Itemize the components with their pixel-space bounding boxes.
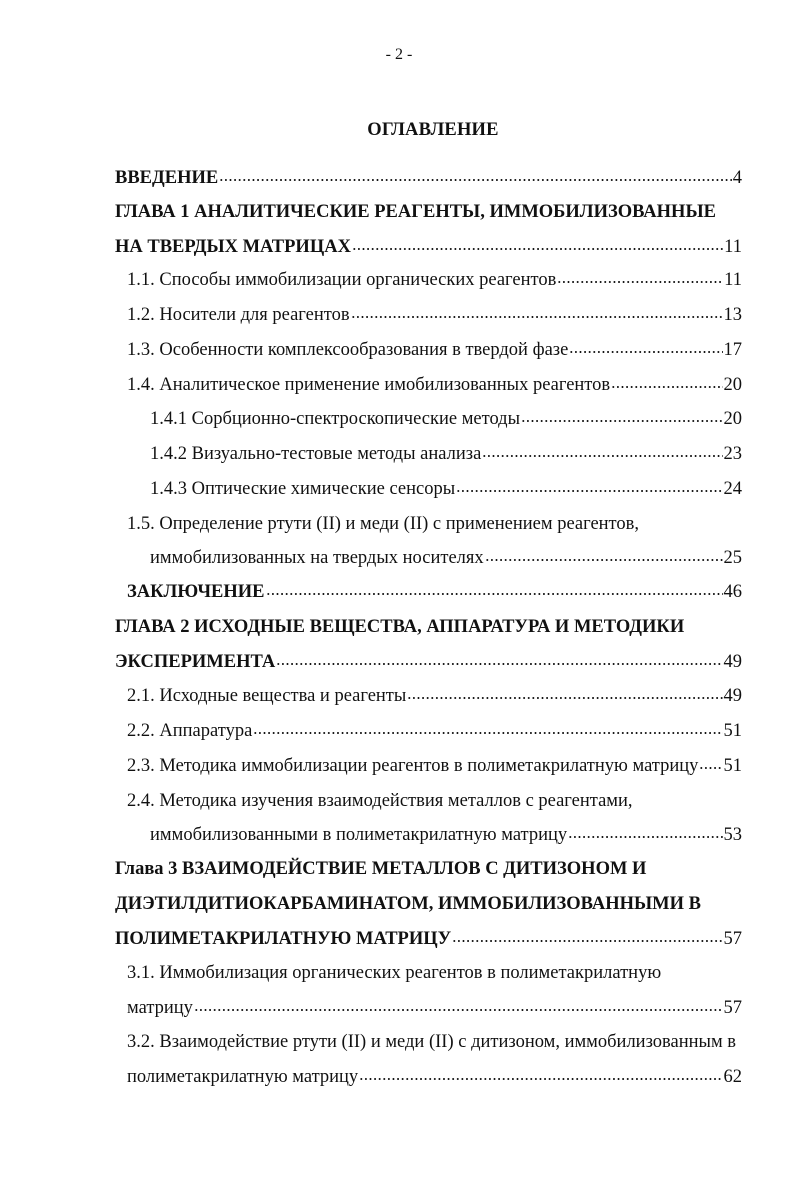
toc-entry-chapter-1-line-1[interactable] — [115, 200, 716, 224]
toc-entry-page: 53 — [723, 825, 742, 845]
toc-entry-text: иммобилизованными в полиметакрилатную матрицу — [150, 825, 568, 845]
toc-entry-text: ГЛАВА 2 ИСХОДНЫЕ ВЕЩЕСТВА, АППАРАТУРА И МЕТОДИКИ — [115, 617, 685, 637]
toc-entry-page: 46 — [723, 582, 742, 602]
toc-entry-chapter-2-line-1[interactable] — [115, 615, 684, 639]
toc-entry-1-2[interactable] — [127, 303, 742, 327]
dot-leader — [485, 558, 723, 562]
toc-entry-1-4-2[interactable] — [150, 442, 742, 466]
dot-leader — [521, 419, 722, 423]
toc-entry-page: 25 — [723, 548, 742, 568]
toc-entry-text: 3.1. Иммобилизация органических реагентов в полиметакрилатную — [127, 963, 662, 983]
toc-entry-text: 1.4.3 Оптические химические сенсоры — [150, 479, 456, 499]
dot-leader — [569, 350, 722, 354]
page-number: - 2 - — [385, 46, 413, 63]
toc-entry-page: 49 — [723, 652, 742, 672]
toc-entry-chapter-3-line-1[interactable] — [115, 857, 646, 881]
toc-entry-1-5[interactable] — [150, 546, 742, 570]
dot-leader — [351, 315, 723, 319]
toc-entry-2-1[interactable] — [127, 684, 742, 708]
toc-entry-text: 2.3. Методика иммобилизации реагентов в полиметакрилатную матрицу — [127, 756, 699, 776]
toc-entry-text: ГЛАВА 1 АНАЛИТИЧЕСКИЕ РЕАГЕНТЫ, ИММОБИЛИЗОВАННЫЕ — [115, 202, 716, 222]
dot-leader — [568, 835, 722, 839]
toc-entry-text: Глава 3 ВЗАИМОДЕЙСТВИЕ МЕТАЛЛОВ С ДИТИЗОНОМ И — [115, 859, 647, 879]
toc-entry-text: НА ТВЕРДЫХ МАТРИЦАХ — [115, 237, 351, 257]
dot-leader — [557, 280, 723, 284]
dot-leader — [266, 592, 723, 596]
toc-entry-text: 2.2. Аппаратура — [127, 721, 253, 741]
toc-entry-chapter-2[interactable] — [115, 650, 742, 674]
toc-entry-2-4[interactable] — [150, 823, 742, 847]
toc-entry-text: полиметакрилатную матрицу — [127, 1067, 359, 1087]
dot-leader — [611, 385, 722, 389]
toc-entry-chapter-1[interactable] — [115, 235, 742, 259]
dot-leader — [407, 696, 722, 700]
dot-leader — [482, 454, 722, 458]
toc-entry-page: 23 — [723, 444, 742, 464]
toc-entry-text: 1.5. Определение ртути (II) и меди (II) с применением реагентов, — [127, 514, 640, 534]
toc-entry-text: 1.4. Аналитическое применение имобилизованных реагентов — [127, 375, 611, 395]
toc-entry-introduction[interactable] — [115, 166, 742, 190]
toc-entry-2-2[interactable] — [127, 719, 742, 743]
toc-entry-text: матрицу — [127, 998, 193, 1018]
toc-entry-text: 3.2. Взаимодействие ртути (II) и меди (II) с дитизоном, иммобилизованным в — [127, 1032, 737, 1052]
toc-entry-text: 1.3. Особенности комплексообразования в твердой фазе — [127, 340, 569, 360]
toc-entry-text: ЭКСПЕРИМЕНТА — [115, 652, 276, 672]
toc-entry-page: 11 — [724, 270, 742, 290]
toc-entry-text: 1.4.1 Сорбционно-спектроскопические методы — [150, 409, 521, 429]
toc-entry-2-3[interactable] — [127, 754, 742, 778]
toc-entry-text: 2.4. Методика изучения взаимодействия металлов с реагентами, — [127, 791, 633, 811]
dot-leader — [219, 178, 732, 182]
dot-leader — [276, 662, 722, 666]
dot-leader — [253, 731, 722, 735]
toc-entry-text: 1.2. Носители для реагентов — [127, 305, 350, 325]
dot-leader — [352, 247, 723, 251]
toc-entry-1-3[interactable] — [127, 338, 742, 362]
toc-entry-page: 20 — [723, 409, 742, 429]
toc-entry-chapter-3-line-2[interactable] — [115, 892, 701, 916]
dot-leader — [194, 1008, 723, 1012]
toc-entry-page: 51 — [723, 756, 742, 776]
toc-entry-1-1[interactable] — [127, 268, 742, 292]
toc-entry-text: 1.1. Способы иммобилизации органических реагентов — [127, 270, 557, 290]
dot-leader — [452, 939, 722, 943]
toc-entry-text: ДИЭТИЛДИТИОКАРБАМИНАТОМ, ИММОБИЛИЗОВАННЫМИ В — [115, 894, 701, 914]
dot-leader — [359, 1077, 722, 1081]
toc-title: ОГЛАВЛЕНИЕ — [367, 120, 499, 140]
toc-entry-page: 62 — [723, 1067, 742, 1087]
dot-leader — [699, 766, 722, 770]
toc-entry-text: иммобилизованных на твердых носителях — [150, 548, 484, 568]
toc-entry-page: 20 — [723, 375, 742, 395]
toc-entry-3-2-line-1[interactable] — [127, 1030, 736, 1054]
toc-entry-page: 51 — [723, 721, 742, 741]
toc-entry-text: 2.1. Исходные вещества и реагенты — [127, 686, 407, 706]
toc-entry-page: 4 — [732, 168, 742, 188]
toc-entry-page: 24 — [723, 479, 742, 499]
toc-entry-page: 57 — [723, 929, 742, 949]
toc-entry-chapter-3[interactable] — [115, 927, 742, 951]
toc-entry-3-2[interactable] — [127, 1065, 742, 1089]
toc-entry-3-1[interactable] — [127, 996, 742, 1020]
toc-entry-page: 57 — [723, 998, 742, 1018]
toc-entry-text: ЗАКЛЮЧЕНИЕ — [127, 582, 265, 602]
toc-entry-text: ПОЛИМЕТАКРИЛАТНУЮ МАТРИЦУ — [115, 929, 452, 949]
toc-entry-3-1-line-1[interactable] — [127, 961, 661, 985]
dot-leader — [456, 489, 722, 493]
toc-entry-page: 13 — [723, 305, 742, 325]
toc-entry-text: ВВЕДЕНИЕ — [115, 168, 219, 188]
toc-entry-conclusion[interactable] — [127, 580, 742, 604]
toc-entry-text: 1.4.2 Визуально-тестовые методы анализа — [150, 444, 482, 464]
toc-entry-page: 49 — [723, 686, 742, 706]
toc-entry-1-4-1[interactable] — [150, 407, 742, 431]
toc-entry-1-4[interactable] — [127, 373, 742, 397]
toc-entry-1-5-line-1[interactable] — [127, 512, 639, 536]
toc-entry-page: 11 — [724, 237, 742, 257]
toc-entry-1-4-3[interactable] — [150, 477, 742, 501]
toc-entry-2-4-line-1[interactable] — [127, 789, 633, 813]
toc-entry-page: 17 — [723, 340, 742, 360]
